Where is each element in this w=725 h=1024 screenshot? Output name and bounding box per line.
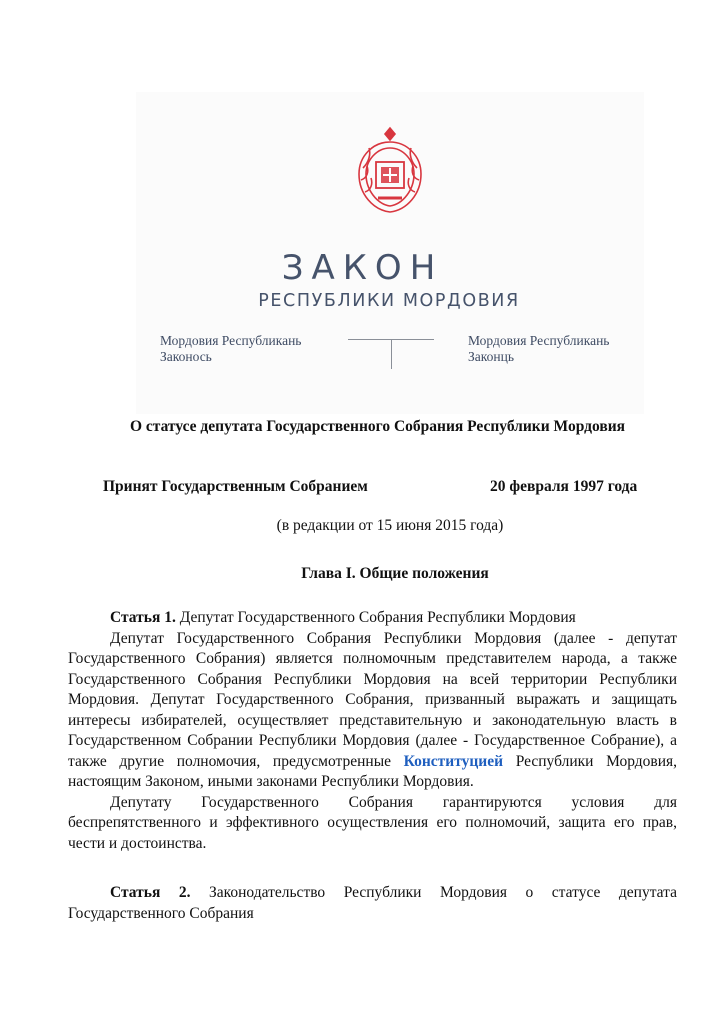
law-subtitle: РЕСПУБЛИКИ МОРДОВИЯ — [258, 291, 520, 311]
moksha-left-line2: Законось — [160, 349, 212, 364]
header-divider-vertical — [391, 339, 392, 369]
chapter-heading: Глава I. Общие положения — [301, 565, 489, 582]
document-title: О статусе депутата Государственного Собрания Республики Мордовия — [129, 418, 626, 435]
article-1-text-before-link: Депутат Государственного Собрания Республики Мордовия (далее - депутат Государственного Собрания) является полномочным представителем народа, а также Государственного Собрания Республики Мордовия на всей территории Республики Мордовия. Депутат Государственного Собрания, призванный выражать и защищать интересы избирателей, осуществляет представительную и законодательную власть в Государственном Собрании Республики Мордовия (далее - Государственное Собрание), а также другие полномочия, предусмотренные — [68, 629, 677, 770]
article-1 — [68, 608, 677, 854]
article-2-heading — [68, 883, 677, 924]
article-1-text-after-link: Республики Мордовия, настоящим Законом, иными законами Республики Мордовия. — [68, 752, 678, 790]
moksha-right-line2: Законць — [468, 349, 514, 364]
constitution-link[interactable]: Конституцией — [403, 752, 504, 770]
adopted-by: Принят Государственным Собранием — [103, 478, 368, 495]
article-2-heading-text: Законодательство Республики Мордовия о статусе депутата Государственного Собрания — [68, 884, 678, 922]
article-1-number: Статья 1. — [110, 609, 176, 626]
article-2 — [68, 883, 677, 924]
article-2-number: Статья 2. — [110, 884, 191, 901]
moksha-title-left — [160, 333, 301, 365]
law-title: ЗАКОН — [281, 248, 444, 288]
article-1-paragraph-1 — [68, 629, 677, 793]
revision-note: (в редакции от 15 июня 2015 года) — [276, 517, 504, 534]
republic-of-mordovia-coat-of-arms-icon — [345, 118, 435, 218]
moksha-title-right — [468, 333, 609, 365]
moksha-right-line1: Мордовия Республикань — [468, 333, 610, 348]
article-1-heading — [68, 608, 677, 629]
article-1-paragraph-2: Депутату Государственного Собрания гарантируются условия для беспрепятственного и эффективного осуществления его полномочий, защита его прав, чести и достоинства. — [68, 793, 677, 852]
moksha-left-line1: Мордовия Республикань — [160, 333, 302, 348]
adopted-date: 20 февраля 1997 года — [490, 478, 638, 495]
article-1-heading-text: Депутат Государственного Собрания Республики Мордовия — [179, 609, 576, 626]
